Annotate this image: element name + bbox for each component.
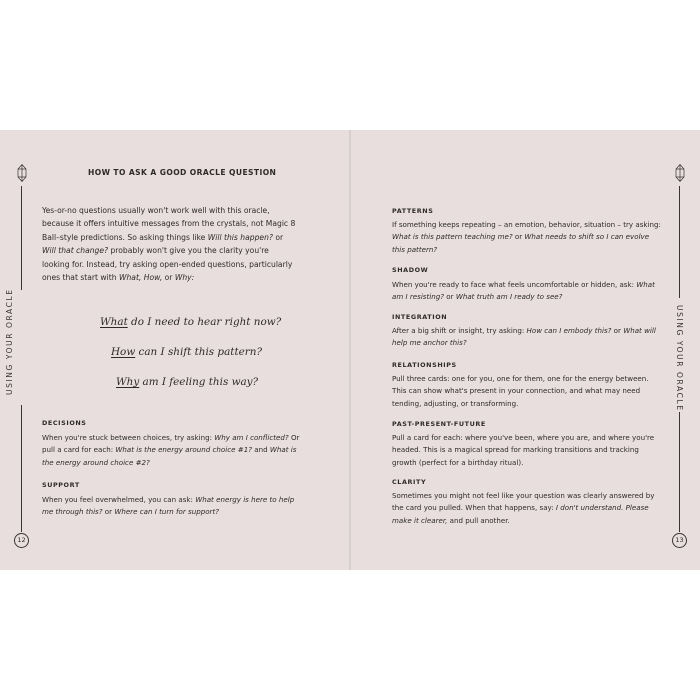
margin-rule (21, 186, 22, 290)
section-body-clarity: Sometimes you might not feel like your question was clearly answered by the card you pulled. When that happens, say: I don't understand. Please make it clearer, and pull another. (392, 491, 655, 525)
example-question: How can I shift this pattern? (111, 346, 263, 358)
section-title-past-present-future: PAST-PRESENT-FUTURE (392, 420, 486, 428)
margin-rule (679, 186, 680, 298)
section-title-patterns: PATTERNS (392, 207, 434, 215)
running-header-right: USING YOUR ORACLE (675, 305, 684, 412)
crystal-icon (17, 164, 27, 182)
section-title-integration: INTEGRATION (392, 313, 448, 321)
section-body-patterns: If something keeps repeating – an emotion, behavior, situation – try asking: What is this pattern teaching me? or What needs to shift so I can evolve this pattern? (392, 220, 661, 254)
example-question: Why am I feeling this way? (116, 376, 259, 388)
section-title-shadow: SHADOW (392, 266, 429, 274)
crystal-icon (675, 164, 685, 182)
section-body-relationships: Pull three cards: one for you, one for them, one for the energy between. This can show what's present in your connection, and what may need tending, adjusting, or transforming. (392, 374, 649, 408)
section-title-decisions: DECISIONS (42, 419, 87, 427)
section-body-decisions: When you're stuck between choices, try asking: Why am I conflicted? Or pull a card for each: What is the energy around choice #1? and What is the energy around choice #2? (42, 433, 300, 467)
page-gutter (349, 130, 351, 570)
section-body-support: When you feel overwhelmed, you can ask: What energy is here to help me through this? or Where can I turn for support? (42, 495, 295, 517)
section-body-past-present-future: Pull a card for each: where you've been, where you are, and where you're headed. This is a magical spread for marking transitions and tracking growth (perfect for a birthday ritual). (392, 433, 655, 467)
page-number-right: 13 (672, 533, 687, 548)
section-title-support: SUPPORT (42, 481, 80, 489)
section-body-shadow: When you're ready to face what feels uncomfortable or hidden, ask: What am I resisting? or What truth am I ready to see? (392, 280, 655, 302)
section-title-relationships: RELATIONSHIPS (392, 361, 457, 369)
intro-paragraph: Yes-or-no questions usually won't work well with this oracle, because it offers intuitive messages from the crystals, not Magic 8 Ball–style predictions. So asking things like Will this happen? or Will that change? probably won't give you the clarity you're looking for. Instead, try asking open-ended questions, particularly ones that start with What, How, or Why: (42, 206, 296, 283)
example-question: What do I need to hear right now? (100, 316, 282, 328)
page-number-left: 12 (14, 533, 29, 548)
section-body-integration: After a big shift or insight, try asking: How can I embody this? or What will help me anchor this? (392, 326, 656, 348)
section-title-clarity: CLARITY (392, 478, 427, 486)
running-header-left: USING YOUR ORACLE (5, 288, 14, 395)
margin-rule (679, 412, 680, 532)
page-heading: HOW TO ASK A GOOD ORACLE QUESTION (88, 168, 277, 177)
margin-rule (21, 405, 22, 532)
